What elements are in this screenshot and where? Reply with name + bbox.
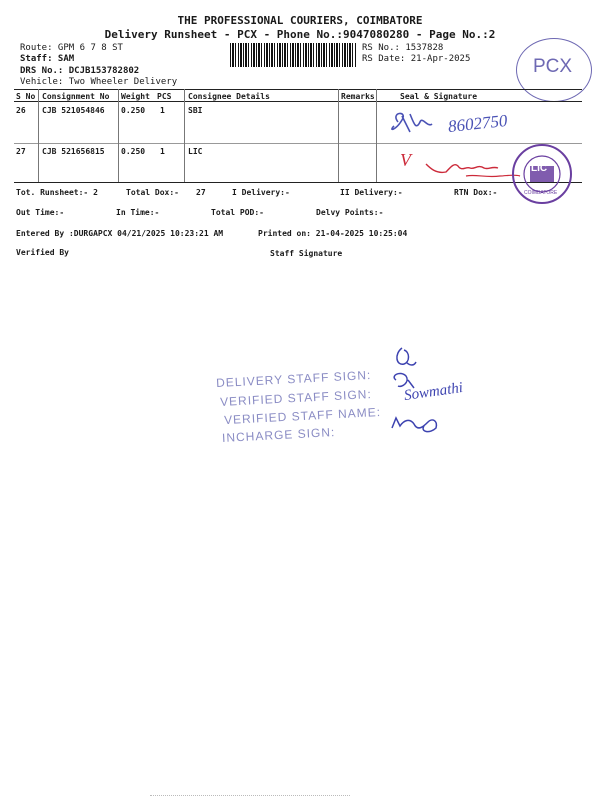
printed-on: Printed on: 21-04-2025 10:25:04	[258, 229, 408, 238]
row-consignee: LIC	[188, 147, 203, 156]
col-header-sno: S No	[16, 92, 36, 101]
total-dox-label: Total Dox:-	[126, 188, 179, 197]
pcx-stamp-text: PCX	[533, 56, 573, 77]
col-header-pcs: PCS	[157, 92, 172, 101]
row-sno: 26	[16, 106, 26, 115]
signature-initial: V	[400, 150, 411, 170]
delivery-staff-sign: DELIVERY STAFF SIGN:	[215, 367, 372, 391]
barcode	[230, 43, 356, 67]
incharge-sign: INCHARGE SIGN:	[221, 425, 336, 445]
company-title: THE PROFESSIONAL COURIERS, COIMBATORE	[177, 14, 423, 27]
route: Route: GPM 6 7 8 ST	[20, 43, 123, 53]
verified-staff-sign: VERIFIED STAFF SIGN:	[219, 387, 373, 409]
col-header-consignee: Consignee Details	[188, 92, 270, 101]
rs-date: RS Date: 21-Apr-2025	[362, 54, 471, 64]
row-weight: 0.250	[121, 147, 146, 156]
rtn-dox: RTN Dox:-	[454, 188, 498, 197]
total-runsheet: Tot. Runsheet:- 2	[16, 188, 98, 197]
row-pcs: 1	[160, 147, 165, 156]
drs-number: DRS No.: DCJB153782802	[20, 66, 140, 76]
table-top-border	[14, 89, 582, 90]
row-consignment: CJB 521656815	[42, 147, 105, 156]
signature-stroke	[426, 164, 498, 172]
col-divider	[338, 89, 339, 182]
col-header-seal-signature: Seal & Signature	[400, 92, 478, 101]
row-divider	[14, 143, 582, 144]
i-delivery: I Delivery:-	[232, 188, 290, 197]
row-consignment: CJB 521054846	[42, 106, 105, 115]
signature-row-27	[396, 148, 526, 182]
in-time: In Time:-	[116, 208, 160, 217]
vehicle: Vehicle: Two Wheeler Delivery	[20, 77, 178, 87]
staff: Staff: SAM	[20, 54, 75, 64]
total-dox-value: 27	[196, 188, 206, 197]
lic-seal-text: LIC	[531, 163, 548, 174]
entered-by: Entered By :DURGAPCX 04/21/2025 10:23:21 AM	[16, 229, 224, 238]
table-bottom-border	[14, 182, 582, 183]
col-divider	[38, 89, 39, 182]
rs-number: RS No.: 1537828	[362, 43, 444, 53]
row-weight: 0.250	[121, 106, 146, 115]
bottom-edge-marks	[150, 795, 350, 796]
out-time: Out Time:-	[16, 208, 65, 217]
row-sno: 27	[16, 147, 26, 156]
runsheet-subtitle: Delivery Runsheet - PCX - Phone No.:9047080280 - Page No.:2	[104, 28, 496, 41]
col-divider	[118, 89, 119, 182]
col-header-consignment: Consignment No	[42, 92, 110, 101]
lic-seal-ring-text: COIMBATORE	[524, 190, 558, 196]
col-header-weight: Weight	[121, 92, 150, 101]
verified-staff-name: VERIFIED STAFF NAME:	[223, 404, 382, 428]
ii-delivery: II Delivery:-	[340, 188, 403, 197]
row-consignee: SBI	[188, 106, 203, 115]
col-divider	[376, 89, 377, 182]
handwritten-staff-name: Sowmathi	[403, 379, 464, 405]
verified-by: Verified By	[16, 248, 69, 257]
signature-phone-number: 8602750	[447, 110, 509, 137]
staff-signature: Staff Signature	[270, 249, 343, 258]
col-divider	[184, 89, 185, 182]
row-pcs: 1	[160, 106, 165, 115]
total-pod: Total POD:-	[211, 208, 264, 217]
delivery-points: Delvy Points:-	[316, 208, 384, 217]
lic-seal-stamp	[510, 142, 574, 206]
col-header-remarks: Remarks	[341, 92, 375, 101]
signature-stroke	[392, 113, 432, 132]
